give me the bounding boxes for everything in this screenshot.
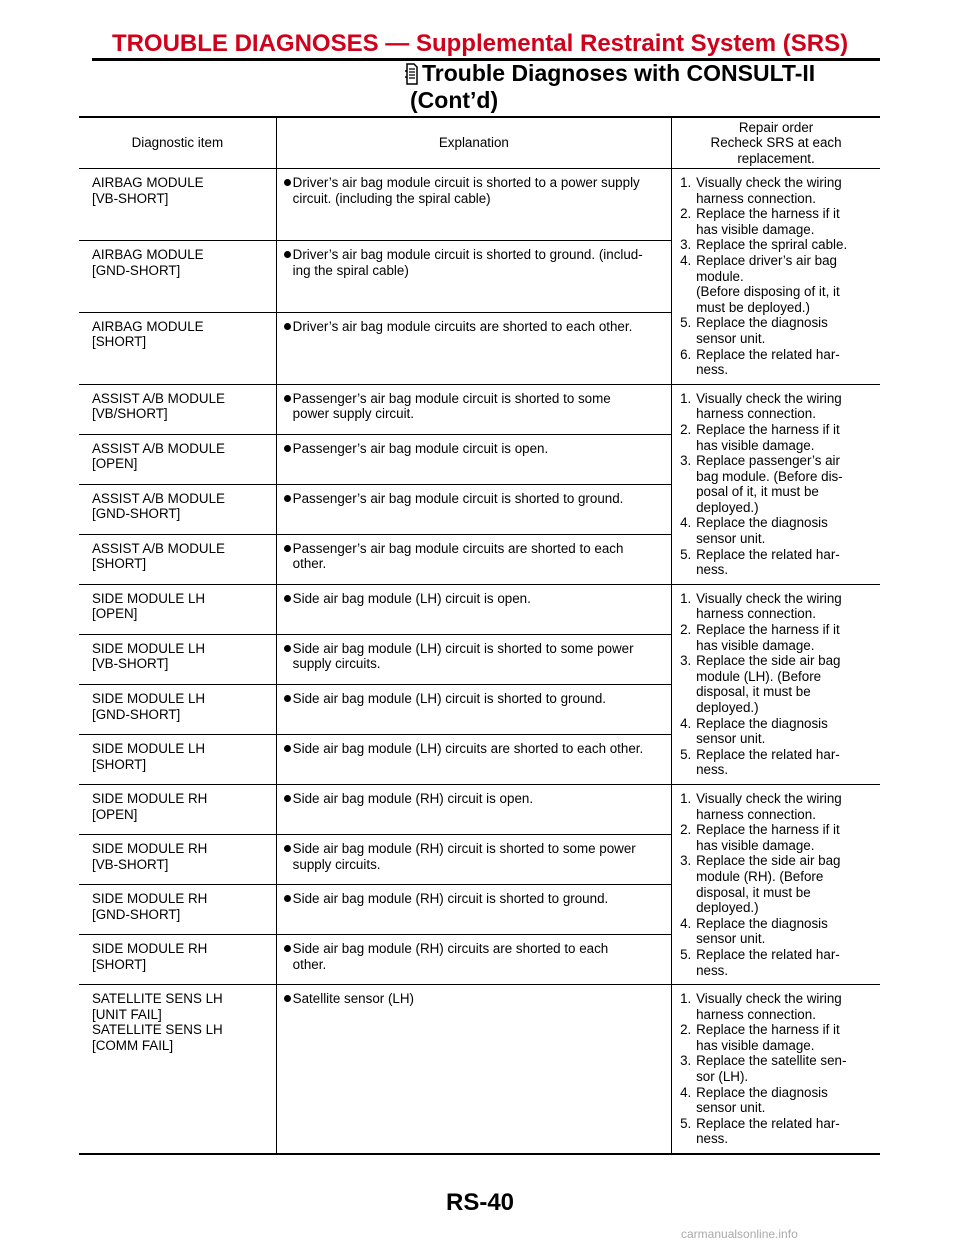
diagnostic-item-line: AIRBAG MODULE	[92, 246, 204, 262]
repair-step	[680, 253, 874, 315]
repair-step-line: sensor unit.	[696, 731, 766, 747]
bullet-icon	[284, 495, 291, 502]
repair-step-line: Replace the related har-	[696, 746, 840, 762]
repair-step	[680, 515, 874, 546]
explanation-text	[293, 319, 633, 335]
explanation-cell	[276, 835, 671, 885]
repair-step-text	[696, 1053, 874, 1084]
diagnostic-item-line: ASSIST A/B MODULE	[92, 490, 225, 506]
repair-step-line: harness connection.	[696, 806, 816, 822]
repair-step	[680, 1085, 874, 1116]
diagnostic-item-cell	[79, 240, 276, 312]
repair-step-line: Replace the related har-	[696, 946, 840, 962]
diagnostic-item-line: SIDE MODULE LH	[92, 590, 206, 606]
bullet-icon	[284, 323, 291, 330]
repair-step-line: Replace the harness if it	[696, 206, 840, 222]
explanation-line: Side air bag module (RH) circuit is shorted to some power	[292, 841, 636, 856]
repair-step	[680, 315, 874, 346]
repair-step-text	[696, 391, 874, 422]
diagnostic-item-line: [VB-SHORT]	[92, 656, 169, 672]
diagnostic-item-line: [SHORT]	[92, 556, 147, 572]
repair-step-text	[696, 453, 874, 515]
explanation-text	[293, 175, 640, 206]
repair-step-line: Visually check the wiring	[696, 991, 842, 1007]
repair-step-line: harness connection.	[696, 190, 816, 206]
repair-step-line: has visible damage.	[696, 637, 815, 653]
repair-step-number: 4.	[680, 515, 692, 531]
diagnostic-item-line: [UNIT FAIL]	[92, 1006, 162, 1022]
repair-step-line: Replace the harness if it	[696, 1022, 840, 1038]
repair-step-number: 1.	[680, 590, 692, 606]
diagnostic-item-cell	[79, 584, 276, 634]
repair-step-number: 4.	[680, 715, 692, 731]
explanation-bullet	[284, 841, 663, 872]
repair-step-line: ness.	[696, 362, 729, 378]
explanation-line: Passenger’s air bag module circuit is open.	[292, 440, 549, 456]
diagnostic-item-line: [SHORT]	[92, 756, 147, 772]
diagnostic-item-line: [GND-SHORT]	[92, 906, 181, 922]
diagnostic-item-line: [VB/SHORT]	[92, 406, 168, 422]
diagnostic-item-line: SIDE MODULE LH	[92, 690, 206, 706]
explanation-bullet	[284, 391, 663, 422]
repair-step-line: sensor unit.	[696, 931, 766, 947]
repair-step	[680, 175, 874, 206]
repair-step-line: Replace the related har-	[696, 546, 840, 562]
diagnostic-item-cell	[79, 734, 276, 784]
bullet-icon	[284, 695, 291, 702]
page-subtitle-line1: Trouble Diagnoses with CONSULT-II	[422, 60, 816, 86]
repair-step	[680, 206, 874, 237]
bullet-icon	[284, 395, 291, 402]
diagnostic-item-line: SATELLITE SENS LH	[92, 1022, 223, 1038]
repair-step-line: ness.	[696, 962, 729, 978]
explanation-bullet	[284, 541, 663, 572]
diagnostic-item-cell	[79, 484, 276, 534]
diagnostic-table	[79, 116, 880, 1155]
explanation-line: Satellite sensor (LH)	[292, 991, 414, 1007]
diagnostic-item-cell	[79, 384, 276, 434]
repair-step	[680, 747, 874, 778]
explanation-text	[293, 841, 636, 872]
explanation-text	[293, 541, 624, 572]
diagnostic-item-line: SIDE MODULE RH	[92, 891, 208, 907]
repair-step	[680, 791, 874, 822]
explanation-bullet	[284, 175, 663, 206]
repair-step-text	[696, 547, 874, 578]
explanation-bullet	[284, 591, 663, 607]
repair-step-line: Replace the spriral cable.	[696, 237, 848, 253]
repair-step-number: 4.	[680, 252, 692, 268]
repair-step-number: 5.	[680, 1115, 692, 1131]
diagnostic-item-cell	[79, 534, 276, 584]
diagnostic-item-line: [OPEN]	[92, 606, 138, 622]
repair-header-line: Repair order	[738, 119, 814, 135]
diagnostic-item-line: SIDE MODULE LH	[92, 640, 206, 656]
explanation-line: Driver’s air bag module circuit is shorted to a power supply	[292, 175, 640, 190]
repair-step-line: ness.	[696, 762, 729, 778]
repair-order-cell	[672, 584, 880, 784]
repair-step-text	[696, 1022, 874, 1053]
bullet-icon	[284, 745, 291, 752]
repair-step-line: deployed.)	[696, 900, 759, 916]
repair-step-number: 1.	[680, 991, 692, 1007]
repair-step-line: harness connection.	[696, 606, 816, 622]
repair-step-line: posal of it, it must be	[696, 484, 819, 500]
page-number: RS-40	[445, 1189, 515, 1216]
diagnostic-item-cell	[79, 835, 276, 885]
bullet-icon	[284, 251, 291, 258]
repair-step-number: 5.	[680, 546, 692, 562]
explanation-cell	[276, 985, 671, 1154]
repair-step-line: Visually check the wiring	[696, 790, 842, 806]
repair-step-text	[696, 591, 874, 622]
repair-step-text	[696, 822, 874, 853]
repair-order-cell	[672, 384, 880, 584]
repair-step	[680, 716, 874, 747]
diagnostic-item-line: AIRBAG MODULE	[92, 175, 204, 190]
table-row	[79, 985, 880, 1154]
diagnostic-item-line: SIDE MODULE RH	[92, 941, 208, 957]
diagnostic-item-line: ASSIST A/B MODULE	[92, 540, 225, 556]
repair-step-line: has visible damage.	[696, 837, 815, 853]
repair-step-line: Replace passenger’s air	[696, 453, 840, 469]
diagnostic-item-cell	[79, 885, 276, 935]
repair-header-line: replacement.	[737, 150, 815, 166]
repair-step-text	[696, 747, 874, 778]
repair-step-number: 2.	[680, 822, 692, 838]
repair-step-text	[696, 315, 874, 346]
diagnostic-item-line: [GND-SHORT]	[92, 506, 181, 522]
diagnostic-item-cell	[79, 985, 276, 1154]
diagnostic-item-line: [VB-SHORT]	[92, 856, 169, 872]
repair-step-line: sensor unit.	[696, 531, 766, 547]
explanation-text	[293, 441, 549, 457]
explanation-line: Side air bag module (LH) circuits are shorted to each other.	[292, 740, 644, 756]
repair-step	[680, 422, 874, 453]
bullet-icon	[284, 595, 291, 602]
diagnostic-item-line: SIDE MODULE LH	[92, 740, 206, 756]
repair-step-number: 5.	[680, 946, 692, 962]
repair-step-line: sensor unit.	[696, 1100, 766, 1116]
repair-step-text	[696, 1116, 874, 1147]
repair-step-text	[696, 515, 874, 546]
repair-step	[680, 1116, 874, 1147]
bullet-icon	[284, 645, 291, 652]
explanation-line: Passenger’s air bag module circuit is shorted to ground.	[292, 490, 624, 506]
explanation-line: other.	[292, 556, 327, 572]
repair-step-text	[696, 853, 874, 915]
explanation-line: Side air bag module (RH) circuit is shorted to ground.	[292, 891, 609, 907]
repair-step-text	[696, 237, 874, 253]
explanation-cell	[276, 734, 671, 784]
repair-step-text	[696, 622, 874, 653]
column-header-explanation: Explanation	[276, 117, 671, 169]
repair-step	[680, 453, 874, 515]
repair-step-line: deployed.)	[696, 499, 759, 515]
repair-step-line: has visible damage.	[696, 437, 815, 453]
explanation-cell	[276, 312, 671, 384]
explanation-text	[293, 991, 414, 1007]
repair-step-number: 1.	[680, 390, 692, 406]
bullet-icon	[284, 995, 291, 1002]
diagnostic-item-line: ASSIST A/B MODULE	[92, 390, 225, 406]
diagnostic-item-line: [GND-SHORT]	[92, 706, 181, 722]
diagnostic-item-line: [OPEN]	[92, 456, 138, 472]
explanation-text	[293, 247, 643, 278]
repair-step-line: module (LH). (Before	[696, 668, 822, 684]
diagnostic-item-cell	[79, 169, 276, 241]
repair-step-number: 5.	[680, 746, 692, 762]
explanation-bullet	[284, 891, 663, 907]
repair-order-cell	[672, 169, 880, 385]
repair-step-number: 6.	[680, 346, 692, 362]
bullet-icon	[284, 845, 291, 852]
repair-step	[680, 653, 874, 715]
explanation-line: Passenger’s air bag module circuit is shorted to some	[292, 390, 611, 406]
repair-step-text	[696, 347, 874, 378]
repair-step-number: 3.	[680, 453, 692, 469]
repair-step-line: Visually check the wiring	[696, 590, 842, 606]
repair-step	[680, 622, 874, 653]
bullet-icon	[284, 945, 291, 952]
document-icon	[404, 63, 418, 85]
repair-step-text	[696, 716, 874, 747]
diagnostic-item-cell	[79, 684, 276, 734]
section-title: TROUBLE DIAGNOSES — Supplemental Restraint System (SRS)	[111, 30, 849, 57]
repair-step-line: Replace the related har-	[696, 346, 840, 362]
repair-step-line: Replace the diagnosis	[696, 1084, 828, 1100]
repair-step-text	[696, 175, 874, 206]
repair-step-number: 2.	[680, 421, 692, 437]
column-header-repair	[672, 117, 880, 169]
repair-step	[680, 853, 874, 915]
repair-step	[680, 1053, 874, 1084]
explanation-text	[293, 741, 644, 757]
explanation-line: Driver’s air bag module circuits are shorted to each other.	[292, 318, 633, 334]
explanation-text	[293, 891, 609, 907]
explanation-text	[293, 791, 533, 807]
explanation-bullet	[284, 641, 663, 672]
explanation-bullet	[284, 691, 663, 707]
repair-step-number: 3.	[680, 653, 692, 669]
explanation-text	[293, 691, 606, 707]
repair-step-text	[696, 916, 874, 947]
explanation-bullet	[284, 941, 663, 972]
repair-step-line: disposal, it must be	[696, 884, 811, 900]
repair-step	[680, 347, 874, 378]
explanation-bullet	[284, 247, 663, 278]
diagnostic-item-cell	[79, 784, 276, 834]
repair-step-line: ness.	[696, 1131, 729, 1147]
repair-step-line: Replace the side air bag	[696, 653, 841, 669]
diagnostic-item-cell	[79, 312, 276, 384]
repair-step-text	[696, 791, 874, 822]
repair-step-number: 5.	[680, 315, 692, 331]
repair-step-number: 3.	[680, 1053, 692, 1069]
explanation-cell	[276, 885, 671, 935]
bullet-icon	[284, 179, 291, 186]
explanation-text	[293, 491, 624, 507]
repair-step-line: Replace the satellite sen-	[696, 1053, 847, 1069]
diagnostic-item-line: SATELLITE SENS LH	[92, 991, 223, 1007]
repair-step-line: sensor unit.	[696, 330, 766, 346]
explanation-cell	[276, 384, 671, 434]
repair-step	[680, 991, 874, 1022]
repair-order-cell	[672, 784, 880, 984]
repair-step-line: module.	[696, 268, 744, 284]
repair-step-number: 3.	[680, 853, 692, 869]
diagnostic-item-cell	[79, 935, 276, 985]
repair-step	[680, 822, 874, 853]
repair-step-number: 4.	[680, 1084, 692, 1100]
explanation-cell	[276, 534, 671, 584]
diagnostic-item-line: [COMM FAIL]	[92, 1037, 174, 1053]
explanation-line: Side air bag module (RH) circuits are shorted to each	[292, 941, 609, 957]
explanation-line: supply circuits.	[292, 656, 381, 672]
explanation-bullet	[284, 319, 663, 335]
repair-step-number: 2.	[680, 1022, 692, 1038]
repair-step	[680, 1022, 874, 1053]
watermark: carmanualsonline.info	[681, 1227, 798, 1241]
repair-step-number: 1.	[680, 790, 692, 806]
repair-step	[680, 916, 874, 947]
repair-order-cell	[672, 985, 880, 1154]
explanation-line: supply circuits.	[292, 856, 381, 872]
repair-step-number: 3.	[680, 237, 692, 253]
repair-step-text	[696, 253, 874, 315]
explanation-line: ing the spiral cable)	[292, 262, 409, 278]
table-row	[79, 169, 880, 241]
repair-step	[680, 591, 874, 622]
repair-step-text	[696, 991, 874, 1022]
repair-step-line: must be deployed.)	[696, 299, 810, 315]
explanation-cell	[276, 240, 671, 312]
diagnostic-item-line: SIDE MODULE RH	[92, 790, 208, 806]
repair-step-text	[696, 206, 874, 237]
diagnostic-item-cell	[79, 634, 276, 684]
repair-step-line: Visually check the wiring	[696, 390, 842, 406]
diagnostic-item-line: [SHORT]	[92, 956, 147, 972]
repair-step	[680, 237, 874, 253]
repair-step-number: 2.	[680, 206, 692, 222]
bullet-icon	[284, 545, 291, 552]
table-row	[79, 784, 880, 834]
repair-step-text	[696, 1085, 874, 1116]
explanation-line: Driver’s air bag module circuit is shorted to ground. (includ-	[292, 246, 643, 262]
repair-step-text	[696, 422, 874, 453]
repair-step-line: Replace driver’s air bag	[696, 252, 838, 268]
repair-step-line: harness connection.	[696, 406, 816, 422]
diagnostic-item-line: [VB-SHORT]	[92, 190, 169, 206]
repair-step-line: Replace the harness if it	[696, 622, 840, 638]
table-row	[79, 384, 880, 434]
repair-step-line: Replace the diagnosis	[696, 915, 828, 931]
repair-step-number: 2.	[680, 622, 692, 638]
diagnostic-item-line: [SHORT]	[92, 334, 147, 350]
repair-step-line: disposal, it must be	[696, 684, 811, 700]
table-row	[79, 584, 880, 634]
explanation-line: Side air bag module (LH) circuit is shorted to some power	[292, 640, 634, 656]
explanation-bullet	[284, 441, 663, 457]
repair-step-line: deployed.)	[696, 700, 759, 715]
explanation-line: other.	[292, 956, 327, 972]
explanation-cell	[276, 634, 671, 684]
repair-step-line: Replace the harness if it	[696, 421, 840, 437]
repair-step	[680, 547, 874, 578]
repair-step-line: harness connection.	[696, 1006, 816, 1022]
explanation-text	[293, 391, 611, 422]
repair-step-line: bag module. (Before dis-	[696, 468, 843, 484]
repair-step-line: module (RH). (Before	[696, 868, 824, 884]
explanation-cell	[276, 434, 671, 484]
explanation-line: Passenger’s air bag module circuits are shorted to each	[292, 540, 624, 556]
diagnostic-item-line: ASSIST A/B MODULE	[92, 440, 225, 456]
repair-step-line: Replace the diagnosis	[696, 315, 828, 331]
table-header-row	[79, 117, 880, 169]
explanation-line: Side air bag module (LH) circuit is shorted to ground.	[292, 690, 607, 706]
diagnostic-item-line: AIRBAG MODULE	[92, 318, 204, 334]
repair-step-line: Replace the side air bag	[696, 853, 841, 869]
explanation-bullet	[284, 791, 663, 807]
repair-step-line: Replace the harness if it	[696, 822, 840, 838]
explanation-bullet	[284, 741, 663, 757]
column-header-item: Diagnostic item	[79, 117, 276, 169]
explanation-line: circuit. (including the spiral cable)	[292, 190, 491, 206]
explanation-text	[293, 641, 634, 672]
repair-step-line: has visible damage.	[696, 1037, 815, 1053]
explanation-cell	[276, 935, 671, 985]
repair-step-line: ness.	[696, 562, 729, 578]
repair-step	[680, 947, 874, 978]
repair-step-line: Visually check the wiring	[696, 175, 842, 190]
bullet-icon	[284, 895, 291, 902]
explanation-cell	[276, 784, 671, 834]
diagnostic-item-line: SIDE MODULE RH	[92, 841, 208, 856]
explanation-line: Side air bag module (LH) circuit is open.	[292, 590, 531, 606]
repair-step-line: Replace the diagnosis	[696, 715, 828, 731]
explanation-text	[293, 941, 609, 972]
explanation-text	[293, 591, 531, 607]
explanation-cell	[276, 584, 671, 634]
repair-step-text	[696, 653, 874, 715]
bullet-icon	[284, 445, 291, 452]
explanation-bullet	[284, 991, 663, 1007]
explanation-line: power supply circuit.	[292, 406, 414, 422]
repair-step-line: (Before disposing of it, it	[696, 284, 840, 300]
repair-step-number: 4.	[680, 915, 692, 931]
repair-step	[680, 391, 874, 422]
repair-step-line: sor (LH).	[696, 1069, 749, 1085]
diagnostic-item-cell	[79, 434, 276, 484]
repair-step-text	[696, 947, 874, 978]
bullet-icon	[284, 795, 291, 802]
explanation-cell	[276, 484, 671, 534]
repair-header-line: Recheck SRS at each	[710, 135, 842, 151]
explanation-cell	[276, 684, 671, 734]
explanation-bullet	[284, 491, 663, 507]
explanation-cell	[276, 169, 671, 241]
diagnostic-item-line: [GND-SHORT]	[92, 262, 181, 278]
repair-step-line: Replace the related har-	[696, 1115, 840, 1131]
repair-step-number: 1.	[680, 175, 692, 190]
page-subtitle-line2: (Cont’d)	[410, 87, 499, 113]
diagnostic-item-line: [OPEN]	[92, 806, 138, 822]
repair-step-line: Replace the diagnosis	[696, 515, 828, 531]
repair-step-line: has visible damage.	[696, 221, 815, 237]
explanation-line: Side air bag module (RH) circuit is open.	[292, 790, 534, 806]
